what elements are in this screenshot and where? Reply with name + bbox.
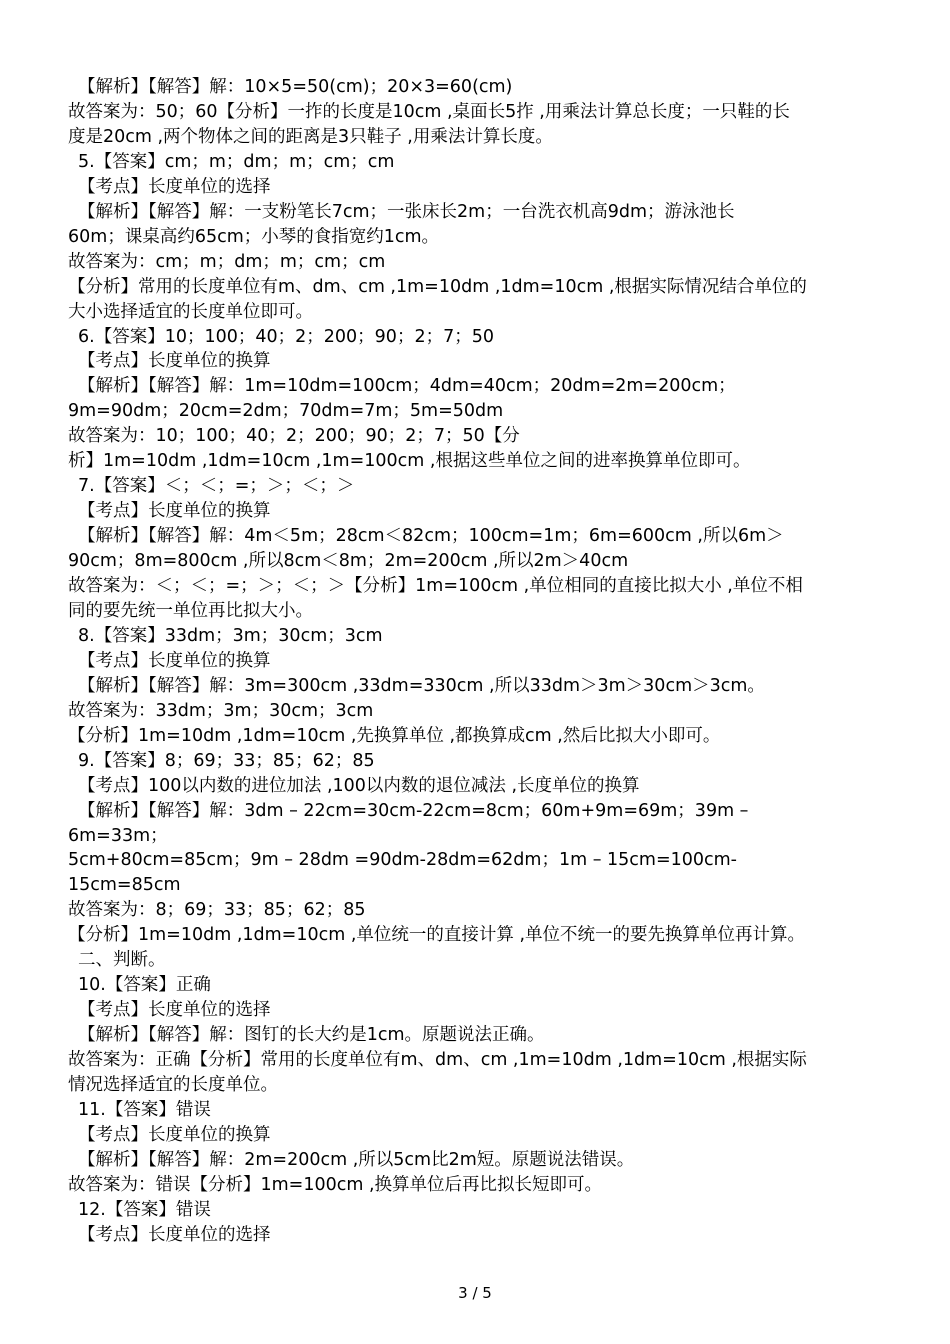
text-line: 析】1m=10dm ,1dm=10cm ,1m=100cm ,根据这些单位之间的进率换算单位即可。 [68,451,751,472]
text-line: 二、判断。 [78,950,166,971]
text-line: 情况选择适宜的长度单位。 [68,1075,278,1095]
text-line: 故答案为：＜；＜；=；＞；＜；＞【分析】1m=100cm ,单位相同的直接比拟大小 ,单位不相 [68,576,803,596]
text-line: 6m=33m； [68,825,168,846]
text-line: 7.【答案】＜；＜；=；＞；＜；＞ [78,476,355,497]
text-line: 【解析】【解答】解：图钉的长大约是1cm。原题说法正确。 [78,1025,545,1046]
text-line: 【考点】长度单位的选择 [78,176,271,197]
text-line: 【考点】长度单位的换算 [78,501,271,522]
text-line: 9m=90dm；20cm=2dm；70dm=7m；5m=50dm [68,401,504,422]
text-line: 【考点】长度单位的换算 [78,1124,271,1145]
text-line: 故答案为：错误【分析】1m=100cm ,换算单位后再比拟长短即可。 [68,1174,603,1195]
text-line: 5.【答案】cm；m；dm；m；cm；cm [78,151,395,172]
text-line: 【考点】长度单位的换算 [78,351,271,372]
text-line: 【解析】【解答】解：3dm – 22cm=30cm-22cm=8cm；60m+9m=69m；39m – [78,800,749,821]
text-line: 【解析】【解答】解：一支粉笔长7cm；一张床长2m；一台洗衣机高9dm；游泳池长 [78,201,735,222]
text-line: 【考点】长度单位的选择 [78,1000,271,1021]
text-line: 【解析】【解答】解：4m＜5m；28cm＜82cm；100cm=1m；6m=600cm ,所以6m＞ [78,526,784,547]
text-line: 12.【答案】错误 [78,1199,211,1220]
text-line: 【解析】【解答】解：3m=300cm ,33dm=330cm ,所以33dm＞3m＞30cm＞3cm。 [78,675,765,696]
text-line: 故答案为：33dm；3m；30cm；3cm [68,700,374,721]
text-line: 故答案为：8；69；33；85；62；85 [68,900,366,921]
text-line: 【考点】长度单位的换算 [78,650,271,671]
text-line: 度是20cm ,两个物体之间的距离是3只鞋子 ,用乘法计算长度。 [68,126,553,147]
text-line: 同的要先统一单位再比拟大小。 [68,600,313,621]
text-line: 6.【答案】10；100；40；2；200；90；2；7；50 [78,326,494,347]
text-line: 8.【答案】33dm；3m；30cm；3cm [78,625,383,646]
text-line: 【解析】【解答】解：10×5=50(cm)；20×3=60(cm) [78,77,513,97]
text-line: 11.【答案】错误 [78,1099,211,1120]
text-line: 【分析】常用的长度单位有m、dm、cm ,1m=10dm ,1dm=10cm ,根据实际情况结合单位的 [68,276,807,297]
page-number: 3 / 5 [458,1284,492,1302]
text-line: 60m；课桌高约65cm；小琴的食指宽约1cm。 [68,226,440,247]
text-line: 15cm=85cm [68,875,181,896]
text-line: 5cm+80cm=85cm；9m – 28dm =90dm-28dm=62dm；1m – 15cm=100cm- [68,850,737,871]
text-line: 【解析】【解答】解：1m=10dm=100cm；4dm=40cm；20dm=2m=200cm； [78,376,736,397]
text-line: 故答案为：50；60【分析】一拃的长度是10cm ,桌面长5拃 ,用乘法计算总长度；一只鞋的长 [68,101,790,122]
text-line: 【分析】1m=10dm ,1dm=10cm ,先换算单位 ,都换算成cm ,然后比拟大小即可。 [68,725,721,746]
text-line: 【考点】100以内数的进位加法 ,100以内数的退位减法 ,长度单位的换算 [78,775,640,796]
text-line: 故答案为：10；100；40；2；200；90；2；7；50【分 [68,426,520,447]
text-line: 10.【答案】正确 [78,975,211,996]
text-line: 【解析】【解答】解：2m=200cm ,所以5cm比2m短。原题说法错误。 [78,1149,635,1170]
text-line: 故答案为：正确【分析】常用的长度单位有m、dm、cm ,1m=10dm ,1dm=10cm ,根据实际 [68,1050,807,1071]
text-line: 大小选择适宜的长度单位即可。 [68,301,313,322]
text-line: 故答案为：cm；m；dm；m；cm；cm [68,251,386,272]
text-line: 9.【答案】8；69；33；85；62；85 [78,750,375,771]
text-line: 【考点】长度单位的选择 [78,1224,271,1245]
text-line: 【分析】1m=10dm ,1dm=10cm ,单位统一的直接计算 ,单位不统一的要先换算单位再计算。 [68,925,806,946]
text-line: 90cm；8m=800cm ,所以8cm＜8m；2m=200cm ,所以2m＞40cm [68,551,629,572]
